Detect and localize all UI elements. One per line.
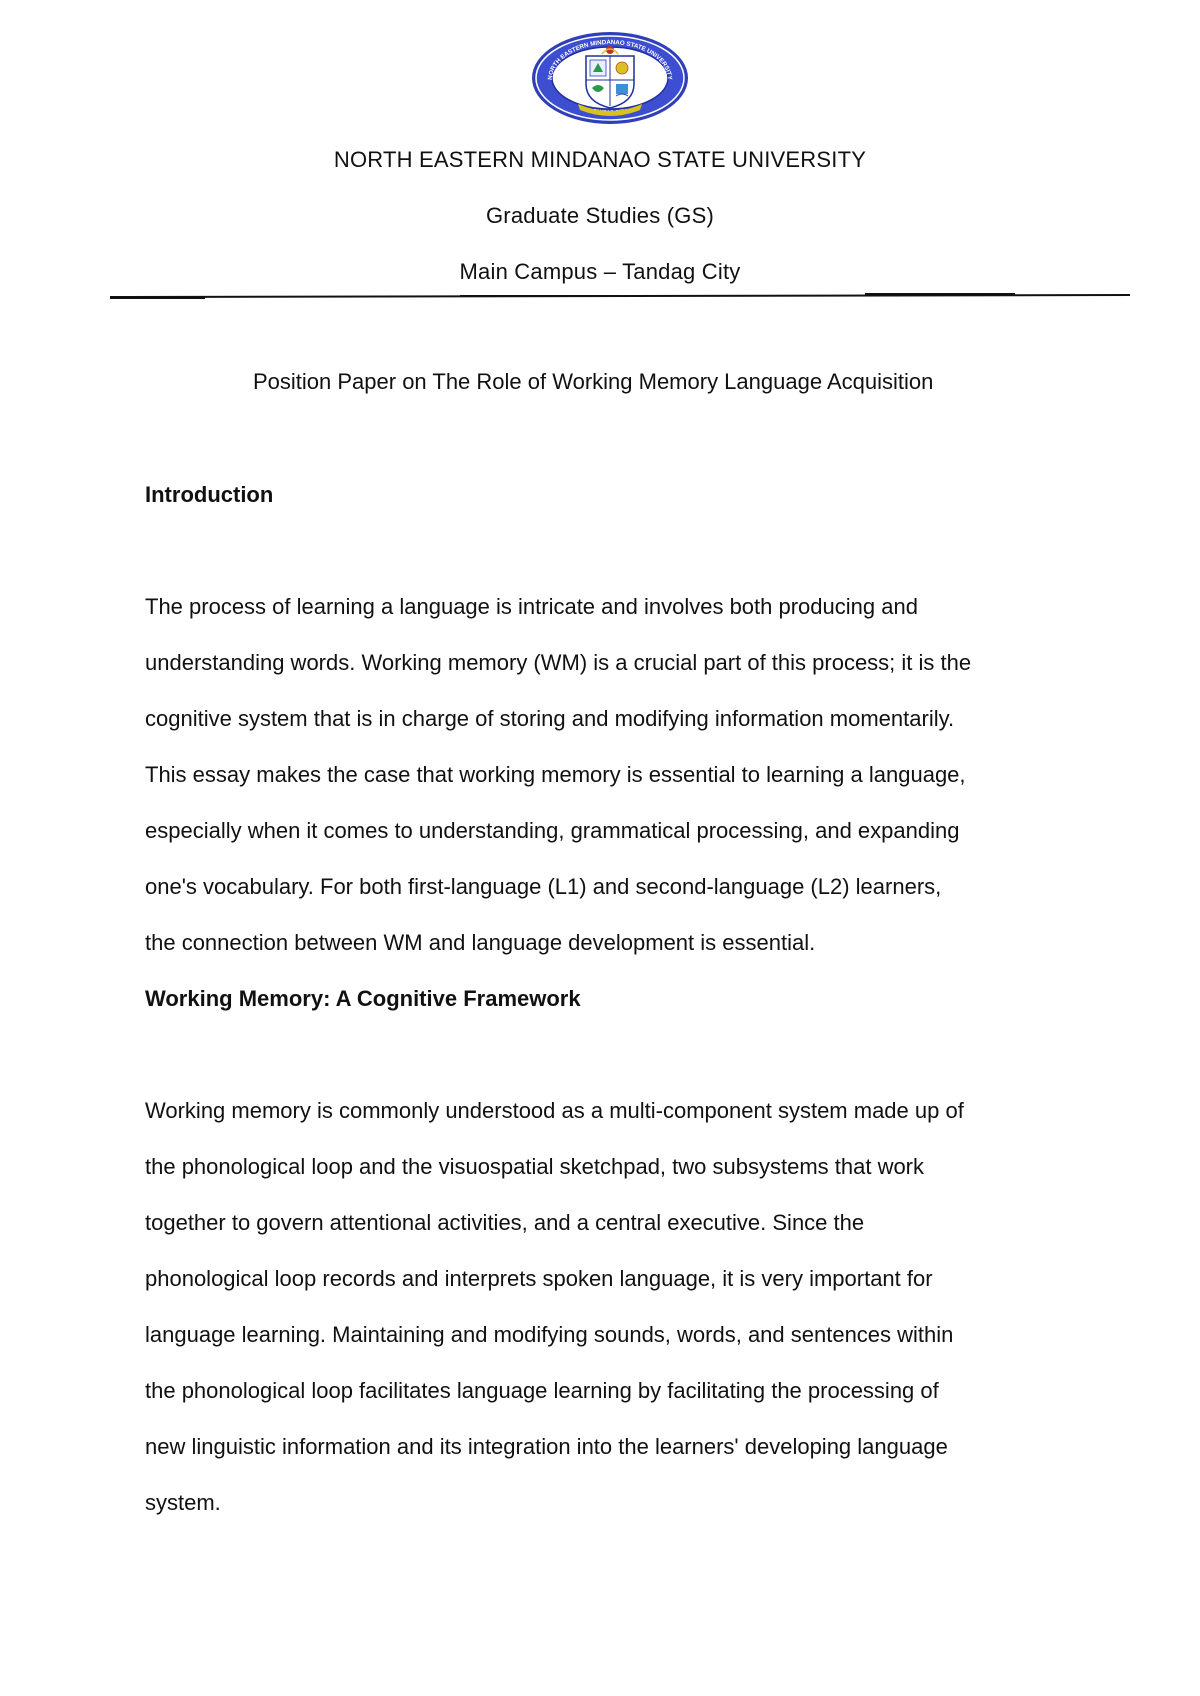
paragraph-line: system. [145,1490,221,1515]
paragraph-line: understanding words. Working memory (WM) is a crucial part of this process; it is the [145,650,972,675]
paragraph-line: the connection between WM and language development is essential. [145,930,816,955]
paragraph-line: Working memory is commonly understood as a multi-component system made up of [145,1098,964,1123]
paragraph-line: the phonological loop facilitates language learning by facilitating the processing of [145,1378,939,1403]
paragraph-line: This essay makes the case that working memory is essential to learning a language, [145,762,966,787]
paragraph-line: language learning. Maintaining and modifying sounds, words, and sentences within [145,1322,954,1347]
paragraph-line: one's vocabulary. For both first-language (L1) and second-language (L2) learners, [145,874,942,899]
graduate-studies-unit: Graduate Studies (GS) [486,203,714,228]
university-seal-logo [530,30,690,126]
svg-text:NORTH EASTERN MINDANAO STATE U: NORTH EASTERN MINDANAO STATE UNIVERSITY [546,38,674,81]
paragraph-line: cognitive system that is in charge of storing and modifying information momentarily. [145,706,955,731]
paragraph-line: especially when it comes to understanding, grammatical processing, and expanding [145,818,960,843]
paragraph-line: phonological loop records and interprets spoken language, it is very important for [145,1266,933,1291]
section-heading-introduction: Introduction [145,482,274,507]
paper-title: Position Paper on The Role of Working Memory Language Acquisition [253,369,934,394]
paragraph-line: together to govern attentional activities, and a central executive. Since the [145,1210,865,1235]
university-name: NORTH EASTERN MINDANAO STATE UNIVERSITY [333,147,867,172]
paragraph-line: new linguistic information and its integration into the learners' developing language [145,1434,948,1459]
paragraph-line: the phonological loop and the visuospatial sketchpad, two subsystems that work [145,1154,925,1179]
campus-location: Main Campus – Tandag City [459,259,741,284]
header-divider [110,292,1130,300]
section-heading-framework: Working Memory: A Cognitive Framework [145,986,581,1011]
paragraph-line: The process of learning a language is intricate and involves both producing and [145,594,918,619]
